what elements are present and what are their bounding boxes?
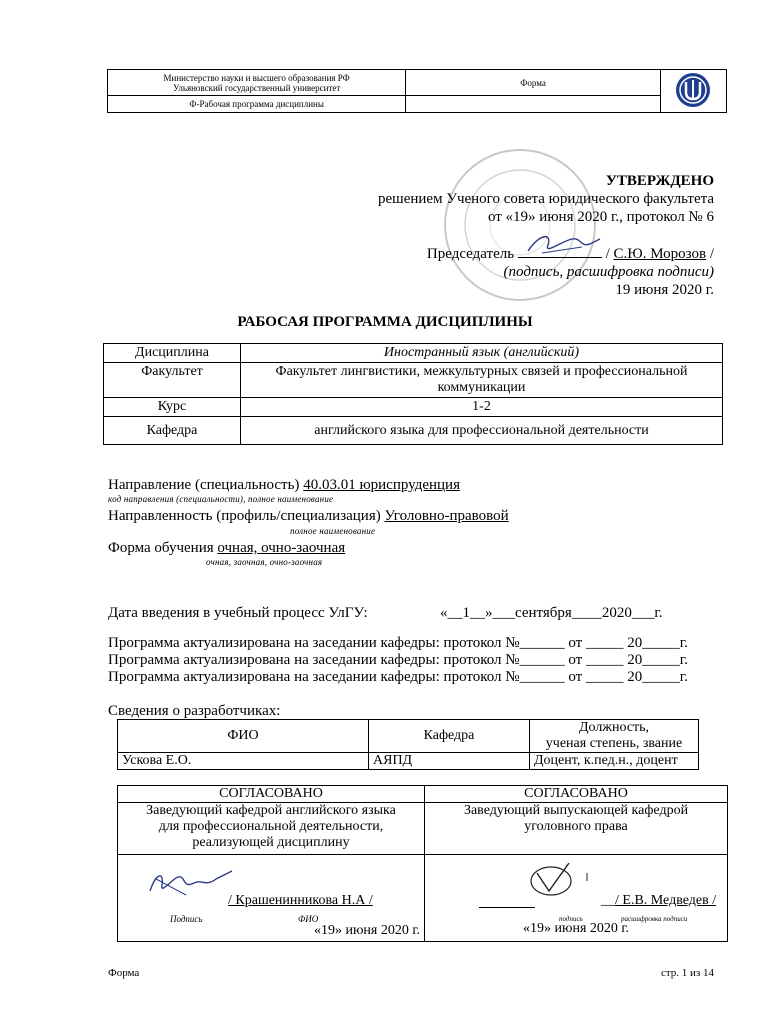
row-value: английского языка для профессиональной деятельности [241, 417, 723, 445]
left-name-caption: ФИО [298, 914, 319, 924]
row-value: 1-2 [241, 398, 723, 417]
approval-date: 19 июня 2020 г. [615, 282, 714, 298]
left-sig-caption: Подпись [170, 914, 203, 924]
direction-caption: код направления (специальности), полное наименование [108, 494, 334, 504]
row-label: Курс [104, 398, 241, 417]
chair-line: Председатель / С.Ю. Морозов / [427, 245, 714, 263]
role-line: для профессиональной деятельности, [158, 819, 384, 834]
ministry-cell [108, 70, 406, 96]
right-sig-caption: подпись [559, 915, 583, 923]
update-line: Программа актуализирована на заседании кафедры: протокол №______ от _____ 20_____г. [108, 669, 688, 685]
ministry-name: Министерство науки и высшего образования РФ [163, 72, 350, 83]
chair-name: С.Ю. Морозов [613, 246, 707, 262]
document-header [107, 69, 727, 113]
agreement-role-right [425, 803, 728, 855]
agreement-sign-right [425, 855, 728, 942]
position-header-line: Должность, [578, 720, 650, 735]
table-row [104, 363, 723, 398]
table-row [118, 855, 728, 942]
row-value: Факультет лингвистики, межкультурных связей и профессиональной коммуникации [241, 363, 723, 398]
profile-value: Уголовно-правовой [384, 508, 509, 524]
chair-label: Председатель [426, 246, 515, 262]
role-line: уголовного права [524, 819, 628, 834]
column-header-position [530, 720, 699, 753]
right-signer: / Е.В. Медведев / [615, 893, 717, 908]
table-row [118, 786, 728, 803]
page-title: РАБОСАЯ ПРОГРАММА ДИСЦИПЛИНЫ [237, 314, 533, 330]
row-label: Дисциплина [104, 344, 241, 363]
role-line: Заведующий выпускающей кафедрой [463, 803, 689, 818]
agreement-title-right: СОГЛАСОВАНО [425, 786, 728, 803]
developers-title: Сведения о разработчиках: [108, 703, 281, 719]
approval-date-protocol: от «19» июня 2020 г., протокол № 6 [487, 209, 714, 225]
logo-cell [660, 70, 726, 113]
update-line: Программа актуализирована на заседании кафедры: протокол №______ от _____ 20_____г. [108, 635, 688, 651]
developer-position: Доцент, к.пед.н., доцент [530, 753, 699, 770]
discipline-info-table [103, 343, 723, 445]
right-name-caption: расшифровка подписи [621, 915, 688, 923]
chair-signature-icon [522, 231, 602, 259]
approved-heading: УТВЕРЖДЕНО [605, 173, 714, 189]
direction-label: Направление (специальность) [108, 477, 300, 493]
table-row [118, 803, 728, 855]
intro-date-label: Дата введения в учебный процесс УлГУ: [108, 605, 368, 621]
developer-name: Ускова Е.О. [118, 753, 369, 770]
right-signature-field [479, 893, 535, 908]
left-date: «19» июня 2020 г. [313, 923, 420, 938]
left-signer: / Крашенинникова Н.А / [228, 893, 373, 908]
right-date: «19» июня 2020 г. [523, 921, 630, 936]
footer-form: Форма [108, 967, 140, 979]
chair-signature-field [518, 245, 602, 258]
direction-line [108, 476, 460, 494]
university-name: Ульяновский государственный университет [173, 82, 341, 93]
agreement-sign-left [118, 855, 425, 942]
right-signer-line: __/ Е.В. Медведев / [601, 893, 717, 908]
column-header-dept: Кафедра [369, 720, 530, 753]
role-line: Заведующий кафедрой английского языка [146, 803, 396, 818]
profile-label: Направленность (профиль/специализация) [108, 508, 381, 524]
row-label: Кафедра [104, 417, 241, 445]
table-row [104, 417, 723, 445]
column-header-fio: ФИО [118, 720, 369, 753]
agreement-title-left: СОГЛАСОВАНО [118, 786, 425, 803]
left-signature-icon [146, 865, 236, 903]
approval-decision: решением Ученого совета юридического факультета [378, 191, 714, 207]
profile-line [108, 507, 509, 525]
agreement-role-left [118, 803, 425, 855]
study-form-value: очная, очно-заочная [217, 540, 346, 556]
signature-caption: (подпись, расшифровка подписи) [503, 264, 714, 280]
table-row [118, 753, 699, 770]
agreement-table [117, 785, 728, 942]
study-form-caption: очная, заочная, очно-заочная [206, 557, 323, 567]
university-logo-icon [675, 72, 711, 108]
direction-value: 40.03.01 юриспруденция [303, 477, 460, 493]
update-line: Программа актуализирована на заседании кафедры: протокол №______ от _____ 20_____г. [108, 652, 688, 668]
developers-table [117, 719, 699, 770]
table-row [104, 398, 723, 417]
row-value: Иностранный язык (английский) [241, 344, 723, 363]
intro-date-value: «__1__»___сентября____2020___г. [440, 605, 663, 621]
empty-cell [406, 96, 660, 113]
row-label: Факультет [104, 363, 241, 398]
developer-dept: АЯПД [369, 753, 530, 770]
program-form-cell: Ф-Рабочая программа дисциплины [108, 96, 406, 113]
study-form-line [108, 539, 345, 557]
form-cell: Форма [406, 70, 660, 96]
left-signer-line [228, 893, 373, 909]
footer-page-number: стр. 1 из 14 [660, 967, 714, 979]
table-header-row [118, 720, 699, 753]
study-form-label: Форма обучения [108, 540, 214, 556]
role-line: реализующей дисциплину [192, 835, 350, 850]
table-row [104, 344, 723, 363]
profile-caption: полное наименование [290, 526, 376, 536]
position-header-line: ученая степень, звание [545, 736, 683, 751]
